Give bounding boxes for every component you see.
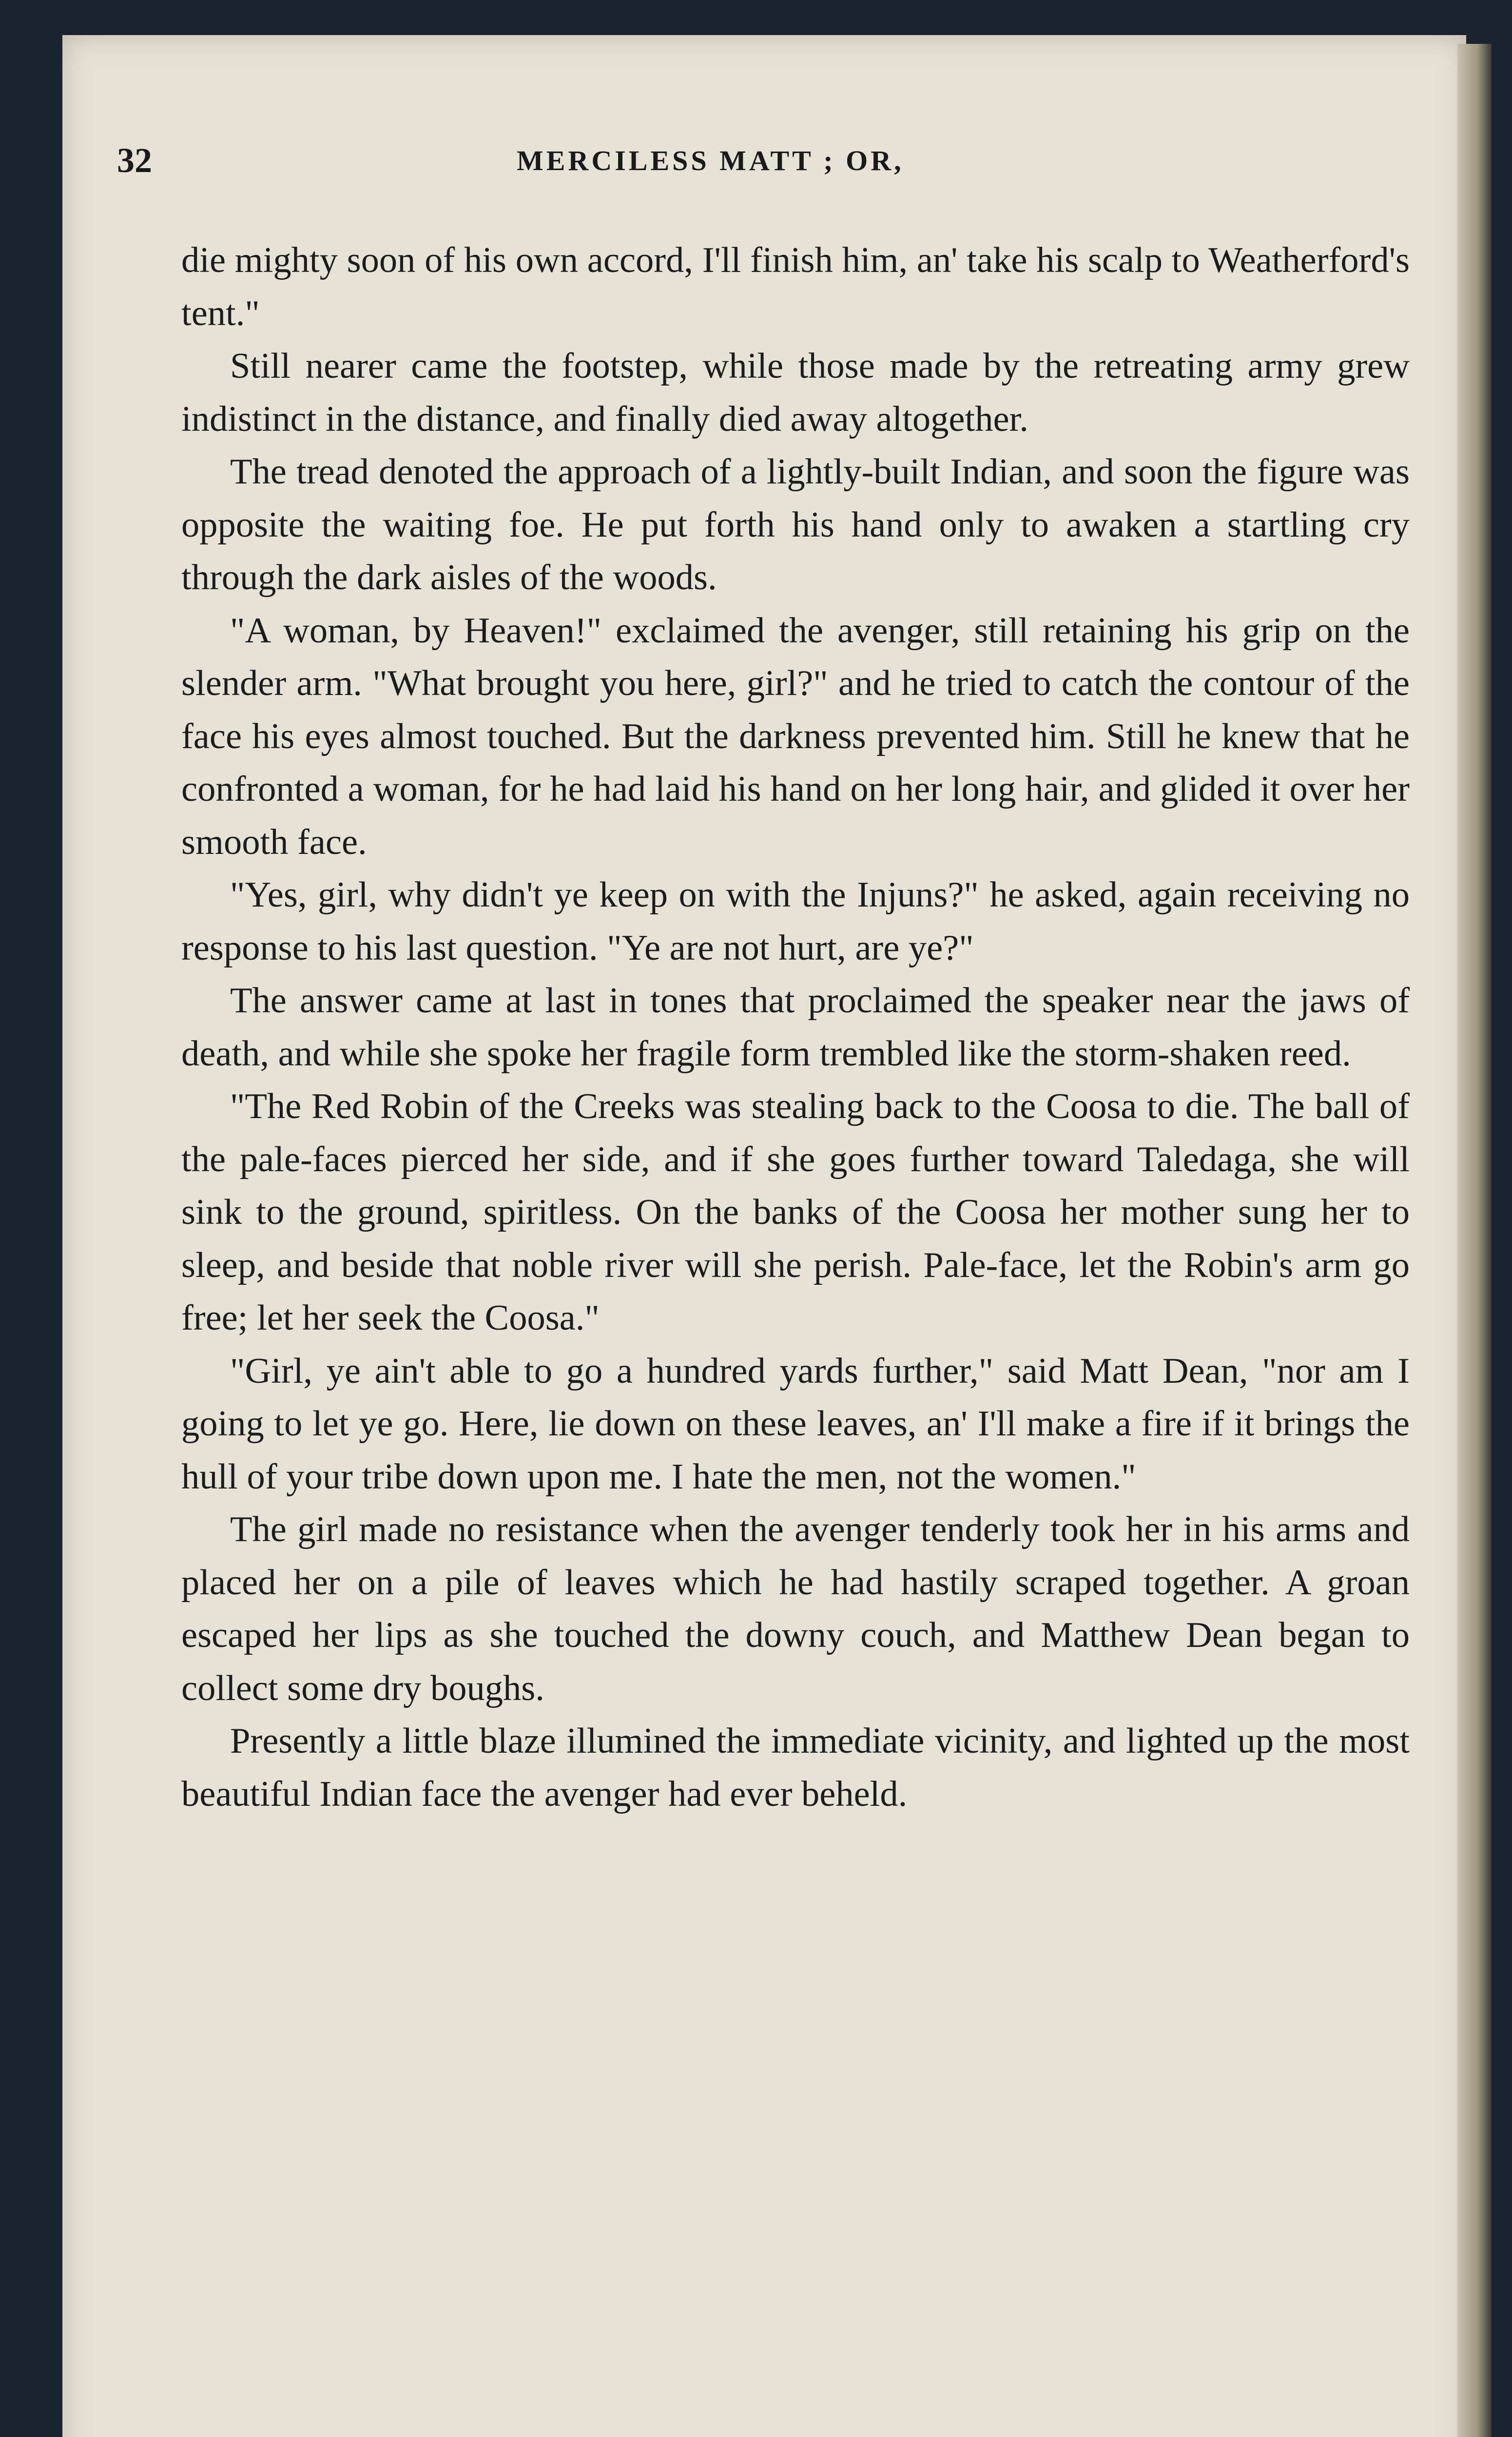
paragraph: Presently a little blaze illumined the immediate vicinity, and lighted up the most beautiful Indian face the avenger had ever beheld. <box>181 1721 1410 1814</box>
paragraph: The tread denoted the approach of a lightly-built Indian, and soon the figure was opposite the waiting foe. He put forth his hand only to awaken a startling cry through the dark aisles of the woods. <box>181 452 1410 598</box>
paragraph: "Girl, ye ain't able to go a hundred yards further," said Matt Dean, "nor am I going to let ye go. Here, lie down on these leaves, an' I'll make a fire if it brings the hull of your tribe down upon me. I hate the men, not the women." <box>181 1351 1410 1497</box>
paragraph: "The Red Robin of the Creeks was stealing back to the Coosa to die. The ball of the pale-faces pierced her side, and if she goes further toward Taledaga, she will sink to the ground, spiritless. On the banks of the Coosa her mother sung her to sleep, and beside that noble river will she perish. Pale-face, let the Robin's arm go free; let her seek the Coosa." <box>181 1086 1410 1338</box>
paragraph: die mighty soon of his own accord, I'll finish him, an' take his scalp to Weatherford's tent." <box>181 240 1410 333</box>
paragraph: "A woman, by Heaven!" exclaimed the avenger, still retaining his grip on the slender arm. "What brought you here, girl?" and he tried to catch the contour of the face his eyes almost touched. But the darkness prevented him. Still he knew that he confronted a woman, for he had laid his hand on her long hair, and glided it over her smooth face. <box>181 610 1410 862</box>
paragraph: "Yes, girl, why didn't ye keep on with the Injuns?" he asked, again receiving no response to his last question. "Ye are not hurt, are ye?" <box>181 875 1410 968</box>
paragraph: Still nearer came the footstep, while those made by the retreating army grew indistinct in the distance, and finally died away altogether. <box>181 346 1410 439</box>
page-edge <box>1457 44 1492 2437</box>
paragraph: The answer came at last in tones that proclaimed the speaker near the jaws of death, and while she spoke her fragile form trembled like the storm-shaken reed. <box>181 981 1410 1074</box>
page-header <box>117 140 1097 184</box>
paragraph: The girl made no resistance when the avenger tenderly took her in his arms and placed her on a pile of leaves which he had hastily scraped together. A groan escaped her lips as she touched the downy couch, and Matthew Dean began to collect some dry boughs. <box>181 1509 1410 1708</box>
page-number: 32 <box>117 141 152 180</box>
body-text <box>181 234 1410 1820</box>
running-head: MERCILESS MATT ; OR, <box>517 145 904 176</box>
